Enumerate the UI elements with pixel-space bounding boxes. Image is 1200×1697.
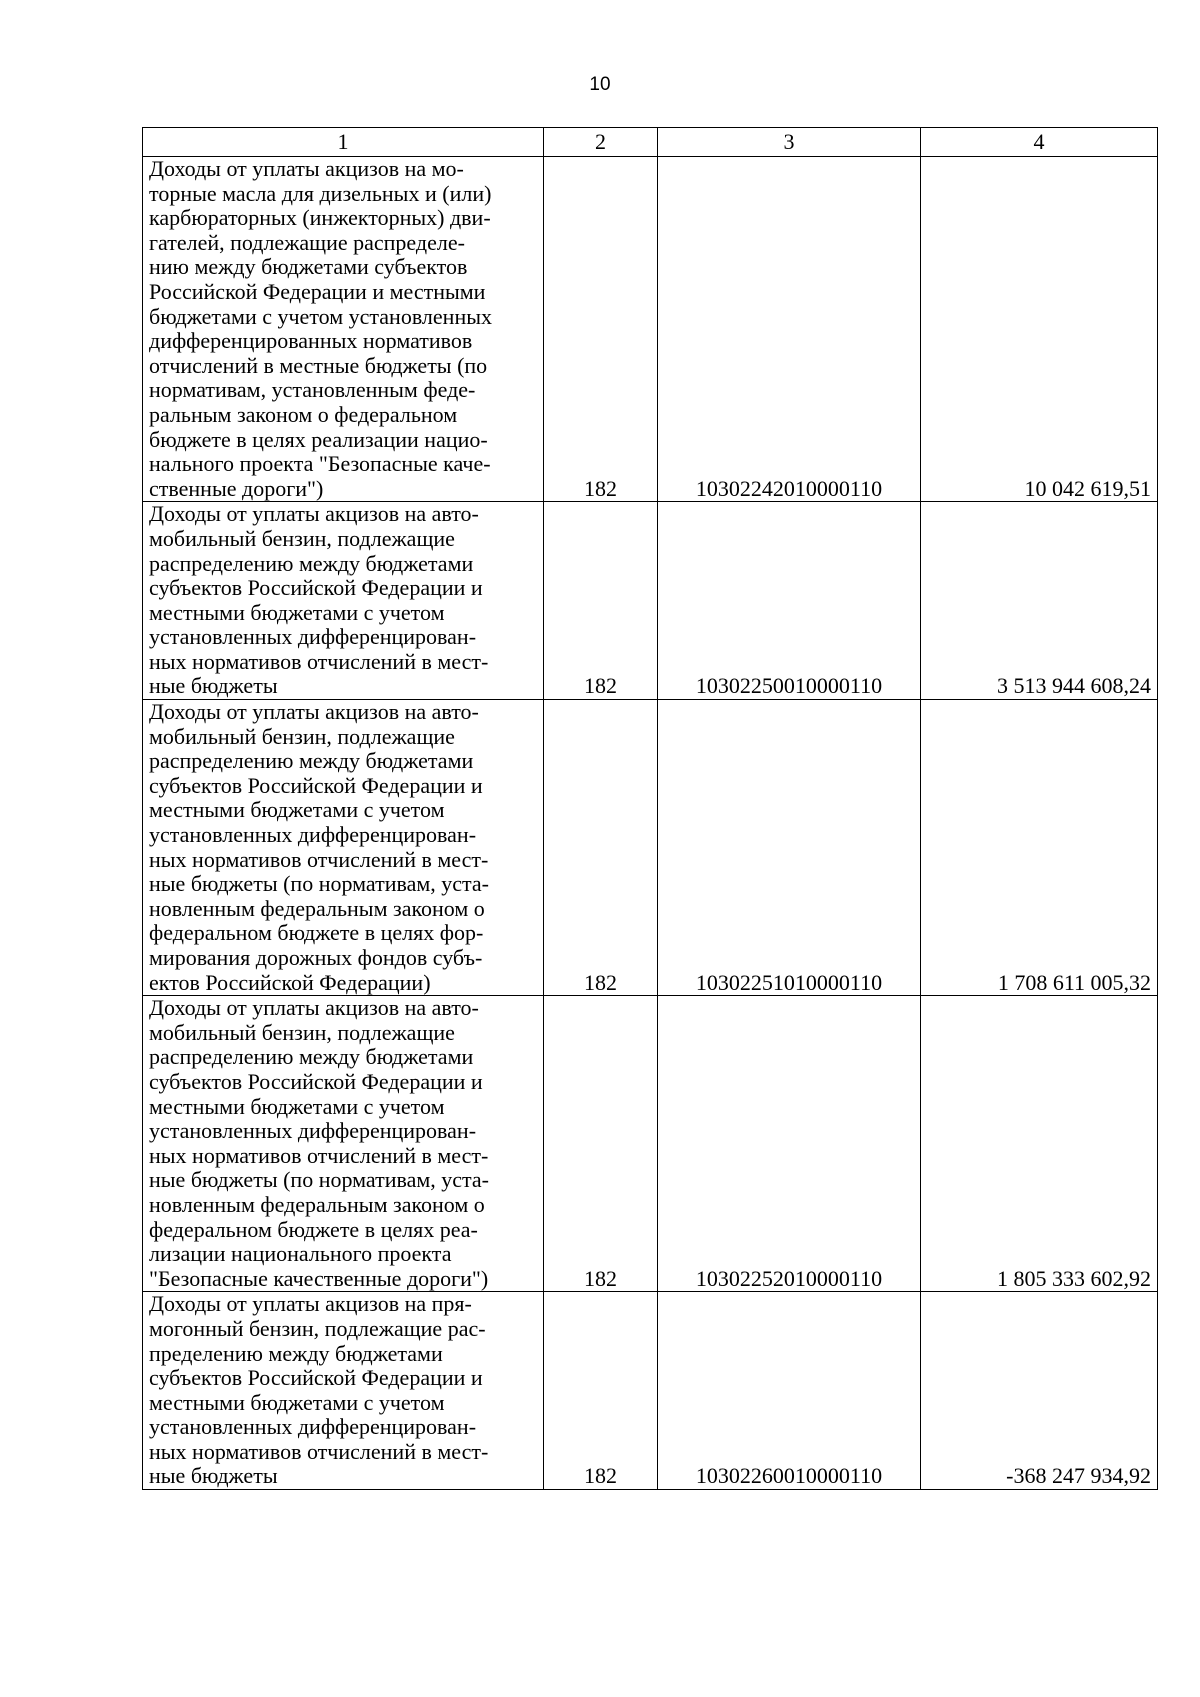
row-description: Доходы от уплаты акцизов на авто- мобильный бензин, подлежащие распределению между бюджетами субъектов Российской Федерации и местными бюджетами с учетом установленных дифференцирован- ных нормативов отчислений в мест- ные бюджеты <box>143 502 544 700</box>
table-row <box>143 996 1158 1292</box>
row-admin-code: 182 <box>544 157 658 502</box>
row-admin-code: 182 <box>544 1292 658 1490</box>
row-description: Доходы от уплаты акцизов на авто- мобильный бензин, подлежащие распределению между бюджетами субъектов Российской Федерации и местными бюджетами с учетом установленных дифференцирован- ных нормативов отчислений в мест- ные бюджеты (по нормативам, уста- новленным федеральным законом о федеральном бюджете в целях фор- мирования дорожных фондов субъ- ектов Российской Федерации) <box>143 700 544 996</box>
row-budget-code: 10302252010000110 <box>658 996 921 1292</box>
header-col-2: 2 <box>544 128 658 157</box>
row-budget-code: 10302250010000110 <box>658 502 921 700</box>
row-description: Доходы от уплаты акцизов на пря- могонный бензин, подлежащие рас- пределению между бюджетами субъектов Российской Федерации и местными бюджетами с учетом установленных дифференцирован- ных нормативов отчислений в мест- ные бюджеты <box>143 1292 544 1490</box>
header-col-3: 3 <box>658 128 921 157</box>
row-admin-code: 182 <box>544 502 658 700</box>
row-budget-code: 10302251010000110 <box>658 700 921 996</box>
row-admin-code: 182 <box>544 700 658 996</box>
header-col-4: 4 <box>921 128 1158 157</box>
header-col-1: 1 <box>143 128 544 157</box>
row-amount: 1 805 333 602,92 <box>921 996 1158 1292</box>
row-amount: 10 042 619,51 <box>921 157 1158 502</box>
revenue-table <box>142 127 1158 1490</box>
table-header-row <box>143 128 1158 157</box>
row-amount: 1 708 611 005,32 <box>921 700 1158 996</box>
table-row <box>143 700 1158 996</box>
row-description: Доходы от уплаты акцизов на авто- мобильный бензин, подлежащие распределению между бюджетами субъектов Российской Федерации и местными бюджетами с учетом установленных дифференцирован- ных нормативов отчислений в мест- ные бюджеты (по нормативам, уста- новленным федеральным законом о федеральном бюджете в целях реа- лизации национального проекта "Безопасные качественные дороги") <box>143 996 544 1292</box>
page-number: 10 <box>589 74 611 95</box>
row-amount: 3 513 944 608,24 <box>921 502 1158 700</box>
table-row <box>143 1292 1158 1490</box>
row-budget-code: 10302242010000110 <box>658 157 921 502</box>
row-description: Доходы от уплаты акцизов на мо- торные масла для дизельных и (или) карбюраторных (инжекторных) дви- гателей, подлежащие распределе- нию между бюджетами субъектов Российской Федерации и местными бюджетами с учетом установленных дифференцированных нормативов отчислений в местные бюджеты (по нормативам, установленным феде- ральным законом о федеральном бюджете в целях реализации нацио- нального проекта "Безопасные каче- ственные дороги") <box>143 157 544 502</box>
table-row <box>143 502 1158 700</box>
row-admin-code: 182 <box>544 996 658 1292</box>
row-amount: -368 247 934,92 <box>921 1292 1158 1490</box>
row-budget-code: 10302260010000110 <box>658 1292 921 1490</box>
table-row <box>143 157 1158 502</box>
